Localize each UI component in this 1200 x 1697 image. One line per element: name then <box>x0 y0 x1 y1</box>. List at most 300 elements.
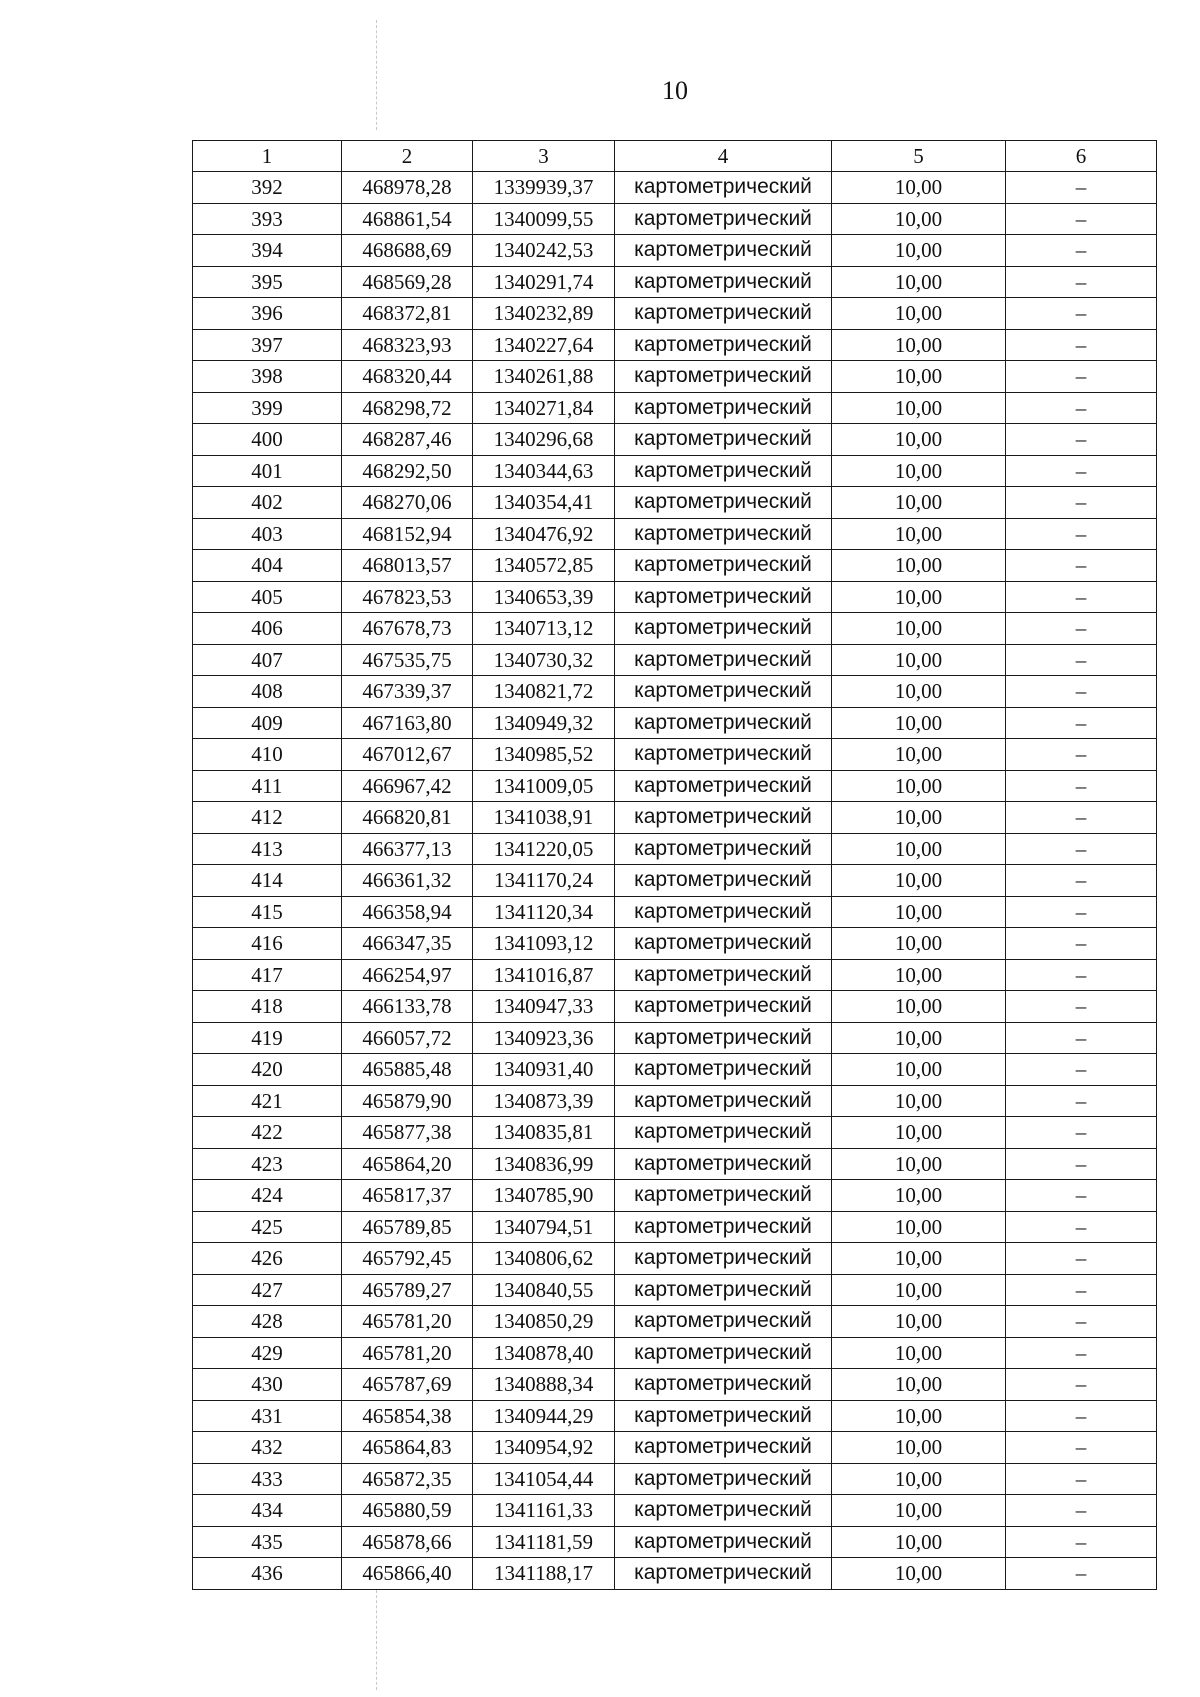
accuracy-cell: 10,00 <box>832 203 1006 235</box>
table-row <box>193 172 1157 204</box>
table-row <box>193 959 1157 991</box>
x-coordinate-cell: 467163,80 <box>342 707 473 739</box>
y-coordinate-cell: 1340227,64 <box>473 329 615 361</box>
table-row <box>193 392 1157 424</box>
y-coordinate-cell: 1340785,90 <box>473 1180 615 1212</box>
accuracy-cell: 10,00 <box>832 707 1006 739</box>
note-cell: – <box>1006 235 1157 267</box>
accuracy-cell: 10,00 <box>832 361 1006 393</box>
x-coordinate-cell: 466967,42 <box>342 770 473 802</box>
point-number-cell: 429 <box>193 1337 342 1369</box>
accuracy-cell: 10,00 <box>832 1526 1006 1558</box>
table-row <box>193 298 1157 330</box>
table-row <box>193 1558 1157 1590</box>
y-coordinate-cell: 1340291,74 <box>473 266 615 298</box>
x-coordinate-cell: 466347,35 <box>342 928 473 960</box>
accuracy-cell: 10,00 <box>832 1148 1006 1180</box>
x-coordinate-cell: 468688,69 <box>342 235 473 267</box>
x-coordinate-cell: 468978,28 <box>342 172 473 204</box>
note-cell: – <box>1006 1526 1157 1558</box>
accuracy-cell: 10,00 <box>832 865 1006 897</box>
table-row <box>193 203 1157 235</box>
y-coordinate-cell: 1340888,34 <box>473 1369 615 1401</box>
point-number-cell: 393 <box>193 203 342 235</box>
note-cell: – <box>1006 266 1157 298</box>
note-cell: – <box>1006 1432 1157 1464</box>
note-cell: – <box>1006 676 1157 708</box>
point-number-cell: 409 <box>193 707 342 739</box>
x-coordinate-cell: 468292,50 <box>342 455 473 487</box>
table-row <box>193 1243 1157 1275</box>
method-cell: картометрический <box>615 203 832 235</box>
point-number-cell: 431 <box>193 1400 342 1432</box>
y-coordinate-cell: 1340099,55 <box>473 203 615 235</box>
y-coordinate-cell: 1340476,92 <box>473 518 615 550</box>
point-number-cell: 404 <box>193 550 342 582</box>
table-row <box>193 1054 1157 1086</box>
method-cell: картометрический <box>615 802 832 834</box>
table-row <box>193 1463 1157 1495</box>
note-cell: – <box>1006 1117 1157 1149</box>
y-coordinate-cell: 1341093,12 <box>473 928 615 960</box>
x-coordinate-cell: 465864,20 <box>342 1148 473 1180</box>
point-number-cell: 414 <box>193 865 342 897</box>
point-number-cell: 399 <box>193 392 342 424</box>
accuracy-cell: 10,00 <box>832 581 1006 613</box>
point-number-cell: 405 <box>193 581 342 613</box>
x-coordinate-cell: 466057,72 <box>342 1022 473 1054</box>
note-cell: – <box>1006 1306 1157 1338</box>
x-coordinate-cell: 468323,93 <box>342 329 473 361</box>
table-row <box>193 928 1157 960</box>
y-coordinate-cell: 1340806,62 <box>473 1243 615 1275</box>
y-coordinate-cell: 1339939,37 <box>473 172 615 204</box>
point-number-cell: 420 <box>193 1054 342 1086</box>
method-cell: картометрический <box>615 298 832 330</box>
accuracy-cell: 10,00 <box>832 1180 1006 1212</box>
x-coordinate-cell: 468152,94 <box>342 518 473 550</box>
table-row <box>193 739 1157 771</box>
x-coordinate-cell: 465879,90 <box>342 1085 473 1117</box>
note-cell: – <box>1006 1463 1157 1495</box>
y-coordinate-cell: 1341170,24 <box>473 865 615 897</box>
table-row <box>193 455 1157 487</box>
point-number-cell: 434 <box>193 1495 342 1527</box>
point-number-cell: 400 <box>193 424 342 456</box>
table-row <box>193 424 1157 456</box>
accuracy-cell: 10,00 <box>832 833 1006 865</box>
method-cell: картометрический <box>615 1211 832 1243</box>
y-coordinate-cell: 1340923,36 <box>473 1022 615 1054</box>
note-cell: – <box>1006 487 1157 519</box>
x-coordinate-cell: 466361,32 <box>342 865 473 897</box>
table-row <box>193 1495 1157 1527</box>
y-coordinate-cell: 1340296,68 <box>473 424 615 456</box>
note-cell: – <box>1006 991 1157 1023</box>
point-number-cell: 402 <box>193 487 342 519</box>
y-coordinate-cell: 1340713,12 <box>473 613 615 645</box>
x-coordinate-cell: 465877,38 <box>342 1117 473 1149</box>
point-number-cell: 435 <box>193 1526 342 1558</box>
accuracy-cell: 10,00 <box>832 802 1006 834</box>
x-coordinate-cell: 465789,85 <box>342 1211 473 1243</box>
accuracy-cell: 10,00 <box>832 739 1006 771</box>
method-cell: картометрический <box>615 487 832 519</box>
accuracy-cell: 10,00 <box>832 991 1006 1023</box>
method-cell: картометрический <box>615 644 832 676</box>
x-coordinate-cell: 466133,78 <box>342 991 473 1023</box>
table-row <box>193 1211 1157 1243</box>
point-number-cell: 395 <box>193 266 342 298</box>
point-number-cell: 433 <box>193 1463 342 1495</box>
y-coordinate-cell: 1341054,44 <box>473 1463 615 1495</box>
x-coordinate-cell: 465781,20 <box>342 1337 473 1369</box>
method-cell: картометрический <box>615 518 832 550</box>
note-cell: – <box>1006 1495 1157 1527</box>
table-row <box>193 1274 1157 1306</box>
note-cell: – <box>1006 1337 1157 1369</box>
y-coordinate-cell: 1340878,40 <box>473 1337 615 1369</box>
scan-fold-line-bottom <box>376 1590 377 1690</box>
accuracy-cell: 10,00 <box>832 1369 1006 1401</box>
table-body <box>193 172 1157 1590</box>
method-cell: картометрический <box>615 959 832 991</box>
point-number-cell: 408 <box>193 676 342 708</box>
x-coordinate-cell: 465854,38 <box>342 1400 473 1432</box>
accuracy-cell: 10,00 <box>832 644 1006 676</box>
coordinates-table <box>192 140 1157 1590</box>
note-cell: – <box>1006 802 1157 834</box>
point-number-cell: 425 <box>193 1211 342 1243</box>
note-cell: – <box>1006 896 1157 928</box>
note-cell: – <box>1006 1211 1157 1243</box>
x-coordinate-cell: 466358,94 <box>342 896 473 928</box>
note-cell: – <box>1006 1022 1157 1054</box>
note-cell: – <box>1006 203 1157 235</box>
note-cell: – <box>1006 613 1157 645</box>
method-cell: картометрический <box>615 581 832 613</box>
method-cell: картометрический <box>615 613 832 645</box>
method-cell: картометрический <box>615 235 832 267</box>
accuracy-cell: 10,00 <box>832 1400 1006 1432</box>
y-coordinate-cell: 1340730,32 <box>473 644 615 676</box>
note-cell: – <box>1006 1180 1157 1212</box>
note-cell: – <box>1006 928 1157 960</box>
y-coordinate-cell: 1340271,84 <box>473 392 615 424</box>
method-cell: картометрический <box>615 1463 832 1495</box>
x-coordinate-cell: 466254,97 <box>342 959 473 991</box>
x-coordinate-cell: 468287,46 <box>342 424 473 456</box>
y-coordinate-cell: 1340873,39 <box>473 1085 615 1117</box>
header-cell-col5: 5 <box>832 141 1006 172</box>
point-number-cell: 403 <box>193 518 342 550</box>
point-number-cell: 415 <box>193 896 342 928</box>
point-number-cell: 427 <box>193 1274 342 1306</box>
method-cell: картометрический <box>615 1148 832 1180</box>
accuracy-cell: 10,00 <box>832 1558 1006 1590</box>
point-number-cell: 392 <box>193 172 342 204</box>
method-cell: картометрический <box>615 455 832 487</box>
accuracy-cell: 10,00 <box>832 1432 1006 1464</box>
method-cell: картометрический <box>615 676 832 708</box>
table-row <box>193 707 1157 739</box>
table-row <box>193 1085 1157 1117</box>
table-row <box>193 991 1157 1023</box>
accuracy-cell: 10,00 <box>832 235 1006 267</box>
note-cell: – <box>1006 1148 1157 1180</box>
note-cell: – <box>1006 833 1157 865</box>
method-cell: картометрический <box>615 896 832 928</box>
method-cell: картометрический <box>615 1085 832 1117</box>
x-coordinate-cell: 465878,66 <box>342 1526 473 1558</box>
point-number-cell: 428 <box>193 1306 342 1338</box>
method-cell: картометрический <box>615 1558 832 1590</box>
y-coordinate-cell: 1340572,85 <box>473 550 615 582</box>
y-coordinate-cell: 1340947,33 <box>473 991 615 1023</box>
table-row <box>193 487 1157 519</box>
table-row <box>193 613 1157 645</box>
x-coordinate-cell: 468320,44 <box>342 361 473 393</box>
x-coordinate-cell: 468270,06 <box>342 487 473 519</box>
table-row <box>193 550 1157 582</box>
method-cell: картометрический <box>615 1306 832 1338</box>
note-cell: – <box>1006 424 1157 456</box>
table-row <box>193 235 1157 267</box>
x-coordinate-cell: 465787,69 <box>342 1369 473 1401</box>
header-cell-col4: 4 <box>615 141 832 172</box>
header-cell-col1: 1 <box>193 141 342 172</box>
y-coordinate-cell: 1341120,34 <box>473 896 615 928</box>
page-number: 10 <box>662 76 688 105</box>
table-row <box>193 1306 1157 1338</box>
note-cell: – <box>1006 1369 1157 1401</box>
table-row <box>193 770 1157 802</box>
note-cell: – <box>1006 329 1157 361</box>
x-coordinate-cell: 465792,45 <box>342 1243 473 1275</box>
method-cell: картометрический <box>615 991 832 1023</box>
accuracy-cell: 10,00 <box>832 676 1006 708</box>
y-coordinate-cell: 1340840,55 <box>473 1274 615 1306</box>
table-row <box>193 833 1157 865</box>
accuracy-cell: 10,00 <box>832 266 1006 298</box>
y-coordinate-cell: 1341188,17 <box>473 1558 615 1590</box>
accuracy-cell: 10,00 <box>832 613 1006 645</box>
table-row <box>193 329 1157 361</box>
header-cell-col6: 6 <box>1006 141 1157 172</box>
accuracy-cell: 10,00 <box>832 1117 1006 1149</box>
method-cell: картометрический <box>615 550 832 582</box>
method-cell: картометрический <box>615 1054 832 1086</box>
point-number-cell: 432 <box>193 1432 342 1464</box>
scan-fold-line-top <box>376 20 377 130</box>
accuracy-cell: 10,00 <box>832 1495 1006 1527</box>
y-coordinate-cell: 1341009,05 <box>473 770 615 802</box>
x-coordinate-cell: 468298,72 <box>342 392 473 424</box>
note-cell: – <box>1006 298 1157 330</box>
point-number-cell: 421 <box>193 1085 342 1117</box>
accuracy-cell: 10,00 <box>832 1085 1006 1117</box>
y-coordinate-cell: 1341038,91 <box>473 802 615 834</box>
table-row <box>193 896 1157 928</box>
note-cell: – <box>1006 1085 1157 1117</box>
method-cell: картометрический <box>615 1432 832 1464</box>
x-coordinate-cell: 468013,57 <box>342 550 473 582</box>
point-number-cell: 422 <box>193 1117 342 1149</box>
header-cell-col3: 3 <box>473 141 615 172</box>
point-number-cell: 411 <box>193 770 342 802</box>
point-number-cell: 424 <box>193 1180 342 1212</box>
accuracy-cell: 10,00 <box>832 392 1006 424</box>
y-coordinate-cell: 1340354,41 <box>473 487 615 519</box>
y-coordinate-cell: 1341220,05 <box>473 833 615 865</box>
y-coordinate-cell: 1340344,63 <box>473 455 615 487</box>
x-coordinate-cell: 465781,20 <box>342 1306 473 1338</box>
y-coordinate-cell: 1340954,92 <box>473 1432 615 1464</box>
accuracy-cell: 10,00 <box>832 1211 1006 1243</box>
method-cell: картометрический <box>615 1117 832 1149</box>
x-coordinate-cell: 465817,37 <box>342 1180 473 1212</box>
point-number-cell: 397 <box>193 329 342 361</box>
x-coordinate-cell: 467535,75 <box>342 644 473 676</box>
point-number-cell: 412 <box>193 802 342 834</box>
point-number-cell: 410 <box>193 739 342 771</box>
y-coordinate-cell: 1341161,33 <box>473 1495 615 1527</box>
accuracy-cell: 10,00 <box>832 329 1006 361</box>
method-cell: картометрический <box>615 1022 832 1054</box>
point-number-cell: 418 <box>193 991 342 1023</box>
accuracy-cell: 10,00 <box>832 1306 1006 1338</box>
note-cell: – <box>1006 172 1157 204</box>
x-coordinate-cell: 468372,81 <box>342 298 473 330</box>
accuracy-cell: 10,00 <box>832 928 1006 960</box>
x-coordinate-cell: 465864,83 <box>342 1432 473 1464</box>
note-cell: – <box>1006 644 1157 676</box>
note-cell: – <box>1006 707 1157 739</box>
method-cell: картометрический <box>615 266 832 298</box>
accuracy-cell: 10,00 <box>832 550 1006 582</box>
method-cell: картометрический <box>615 361 832 393</box>
accuracy-cell: 10,00 <box>832 1022 1006 1054</box>
point-number-cell: 436 <box>193 1558 342 1590</box>
y-coordinate-cell: 1340242,53 <box>473 235 615 267</box>
x-coordinate-cell: 466820,81 <box>342 802 473 834</box>
accuracy-cell: 10,00 <box>832 424 1006 456</box>
note-cell: – <box>1006 1243 1157 1275</box>
x-coordinate-cell: 468861,54 <box>342 203 473 235</box>
note-cell: – <box>1006 739 1157 771</box>
point-number-cell: 398 <box>193 361 342 393</box>
method-cell: картометрический <box>615 1274 832 1306</box>
method-cell: картометрический <box>615 1400 832 1432</box>
table-row <box>193 266 1157 298</box>
point-number-cell: 413 <box>193 833 342 865</box>
accuracy-cell: 10,00 <box>832 1274 1006 1306</box>
accuracy-cell: 10,00 <box>832 770 1006 802</box>
y-coordinate-cell: 1340794,51 <box>473 1211 615 1243</box>
method-cell: картометрический <box>615 1526 832 1558</box>
method-cell: картометрический <box>615 928 832 960</box>
header-row <box>193 141 1157 172</box>
point-number-cell: 430 <box>193 1369 342 1401</box>
point-number-cell: 416 <box>193 928 342 960</box>
method-cell: картометрический <box>615 424 832 456</box>
table-row <box>193 518 1157 550</box>
y-coordinate-cell: 1341181,59 <box>473 1526 615 1558</box>
method-cell: картометрический <box>615 1495 832 1527</box>
accuracy-cell: 10,00 <box>832 1337 1006 1369</box>
note-cell: – <box>1006 392 1157 424</box>
note-cell: – <box>1006 550 1157 582</box>
point-number-cell: 426 <box>193 1243 342 1275</box>
method-cell: картометрический <box>615 865 832 897</box>
table-row <box>193 1400 1157 1432</box>
x-coordinate-cell: 465880,59 <box>342 1495 473 1527</box>
table-row <box>193 1117 1157 1149</box>
note-cell: – <box>1006 959 1157 991</box>
accuracy-cell: 10,00 <box>832 487 1006 519</box>
note-cell: – <box>1006 1054 1157 1086</box>
y-coordinate-cell: 1340835,81 <box>473 1117 615 1149</box>
table-row <box>193 1369 1157 1401</box>
method-cell: картометрический <box>615 1180 832 1212</box>
x-coordinate-cell: 465885,48 <box>342 1054 473 1086</box>
accuracy-cell: 10,00 <box>832 1054 1006 1086</box>
y-coordinate-cell: 1340931,40 <box>473 1054 615 1086</box>
y-coordinate-cell: 1340261,88 <box>473 361 615 393</box>
method-cell: картометрический <box>615 770 832 802</box>
table-row <box>193 581 1157 613</box>
method-cell: картометрический <box>615 1243 832 1275</box>
table-row <box>193 1526 1157 1558</box>
x-coordinate-cell: 466377,13 <box>342 833 473 865</box>
y-coordinate-cell: 1340232,89 <box>473 298 615 330</box>
method-cell: картометрический <box>615 392 832 424</box>
x-coordinate-cell: 467012,67 <box>342 739 473 771</box>
header-cell-col2: 2 <box>342 141 473 172</box>
point-number-cell: 417 <box>193 959 342 991</box>
accuracy-cell: 10,00 <box>832 1463 1006 1495</box>
accuracy-cell: 10,00 <box>832 1243 1006 1275</box>
point-number-cell: 419 <box>193 1022 342 1054</box>
accuracy-cell: 10,00 <box>832 896 1006 928</box>
accuracy-cell: 10,00 <box>832 518 1006 550</box>
table-row <box>193 361 1157 393</box>
x-coordinate-cell: 465872,35 <box>342 1463 473 1495</box>
method-cell: картометрический <box>615 1337 832 1369</box>
y-coordinate-cell: 1340653,39 <box>473 581 615 613</box>
point-number-cell: 394 <box>193 235 342 267</box>
y-coordinate-cell: 1340949,32 <box>473 707 615 739</box>
x-coordinate-cell: 467339,37 <box>342 676 473 708</box>
note-cell: – <box>1006 455 1157 487</box>
point-number-cell: 423 <box>193 1148 342 1180</box>
x-coordinate-cell: 467678,73 <box>342 613 473 645</box>
y-coordinate-cell: 1340821,72 <box>473 676 615 708</box>
table-row <box>193 802 1157 834</box>
table-row <box>193 1180 1157 1212</box>
note-cell: – <box>1006 770 1157 802</box>
y-coordinate-cell: 1341016,87 <box>473 959 615 991</box>
table-row <box>193 865 1157 897</box>
y-coordinate-cell: 1340836,99 <box>473 1148 615 1180</box>
note-cell: – <box>1006 865 1157 897</box>
accuracy-cell: 10,00 <box>832 172 1006 204</box>
note-cell: – <box>1006 1274 1157 1306</box>
method-cell: картометрический <box>615 833 832 865</box>
table-row <box>193 1432 1157 1464</box>
point-number-cell: 406 <box>193 613 342 645</box>
method-cell: картометрический <box>615 1369 832 1401</box>
